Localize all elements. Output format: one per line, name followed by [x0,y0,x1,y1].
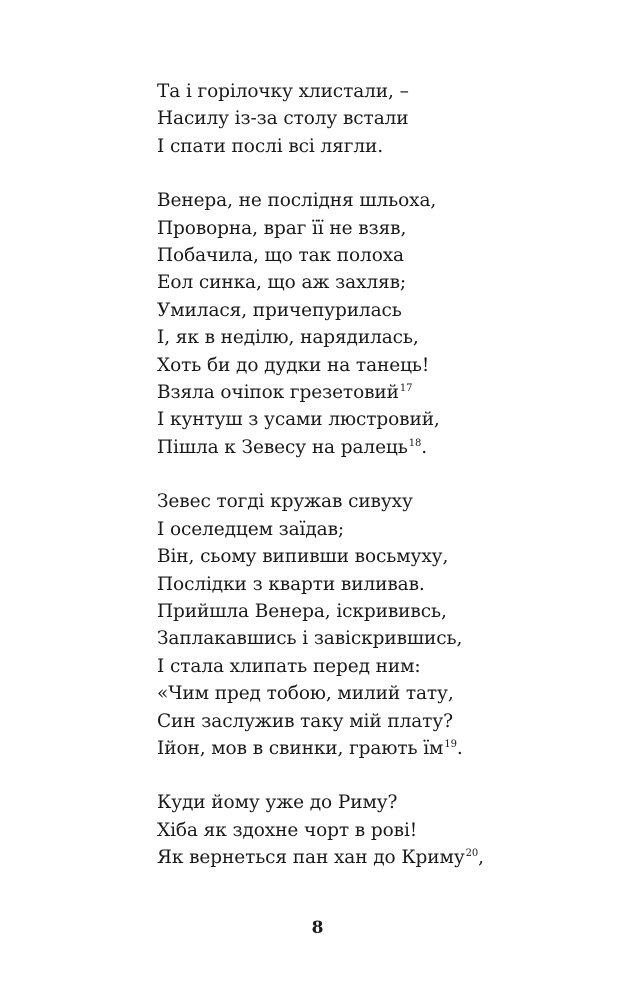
poem-line [157,817,597,844]
poem-line-text: Та і горілочку хлистали, – [157,81,409,102]
poem-line [157,680,597,707]
footnote-marker[interactable]: 18 [408,437,422,449]
poem-line [157,708,597,735]
poem-line [157,324,597,351]
footnote-marker[interactable]: 19 [444,738,457,750]
poem-line [157,789,597,816]
poem-line-text: Син заслужив таку мій плату? [157,710,453,732]
poem-line [157,297,597,324]
poem-line-text: І стала хлипать перед ним: [157,655,421,677]
poem-line-text: Послідки з кварти виливав. [157,573,425,595]
poem-line-text: І оселедцем заїдав; [157,518,345,540]
poem-line-text: Хіба як здохне чорт в рові! [157,819,418,841]
line-punctuation: . [456,737,463,759]
poem-line-text: Зевес тогді кружав сивуху [157,491,413,513]
poem-line [157,543,597,570]
poem-line-text: Ійон, мов в свинки, грають їм [157,737,444,759]
poem-line [157,488,597,515]
poem-line-text: Як вернеться пан хан до Криму [157,847,465,869]
poem-line-text: Прийшла Венера, іскрививсь, [157,600,447,622]
poem-line [157,625,597,652]
poem-line-text: Куди йому уже до Риму? [157,792,398,814]
poem-line [157,187,597,214]
poem-line-text: Побачила, що так полоха [157,245,404,267]
poem-line [157,571,597,598]
poem-body [157,78,597,899]
poem-line-text: І, як в неділю, нарядилась, [157,327,419,349]
poem-line-text: Хоть би до дудки на танець! [157,354,430,376]
footnote-marker[interactable]: 17 [399,383,413,395]
poem-line-text: Заплакавшись і завіскрившись, [157,628,463,650]
poem-line [157,653,597,680]
poem-line-text: Проворна, враг її не взяв, [157,217,407,239]
poem-line-text: Венера, не послідня шльоха, [157,190,437,212]
poem-line [157,434,597,461]
poem-line-text: Взяла очіпок грезетовий [157,382,399,404]
poem-line-text: І спати послі всі лягли. [157,135,383,157]
poem-line-text: Еол синка, що аж захляв; [157,272,407,294]
line-punctuation: , [478,847,484,869]
poem-line [157,242,597,269]
poem-line [157,78,597,105]
stanza [157,187,597,461]
stanza [157,78,597,160]
stanza [157,488,597,762]
poem-line [157,598,597,625]
poem-line [157,406,597,433]
poem-line-text: «Чим пред тобою, милий тату, [157,683,454,705]
poem-line-text: Умилася, причепурилась [157,299,402,321]
footnote-marker[interactable]: 20 [465,848,479,860]
poem-line [157,844,597,871]
poem-line-text: Пішла к Зевесу на ралець [157,436,408,458]
poem-line [157,516,597,543]
stanza [157,789,597,871]
poem-line-text: Він, сьому випивши восьмуху, [157,546,449,568]
poem-line [157,379,597,406]
poem-line [157,133,597,160]
line-punctuation: . [421,436,428,458]
poem-line [157,105,597,132]
poem-line-text: І кунтуш з усами люстровий, [157,409,440,431]
poem-line [157,269,597,296]
poem-line [157,735,597,762]
poem-line-text: Насилу із-за столу встали [157,108,409,130]
poem-line [157,215,597,242]
page-number: 8 [311,918,324,938]
poem-line [157,352,597,379]
